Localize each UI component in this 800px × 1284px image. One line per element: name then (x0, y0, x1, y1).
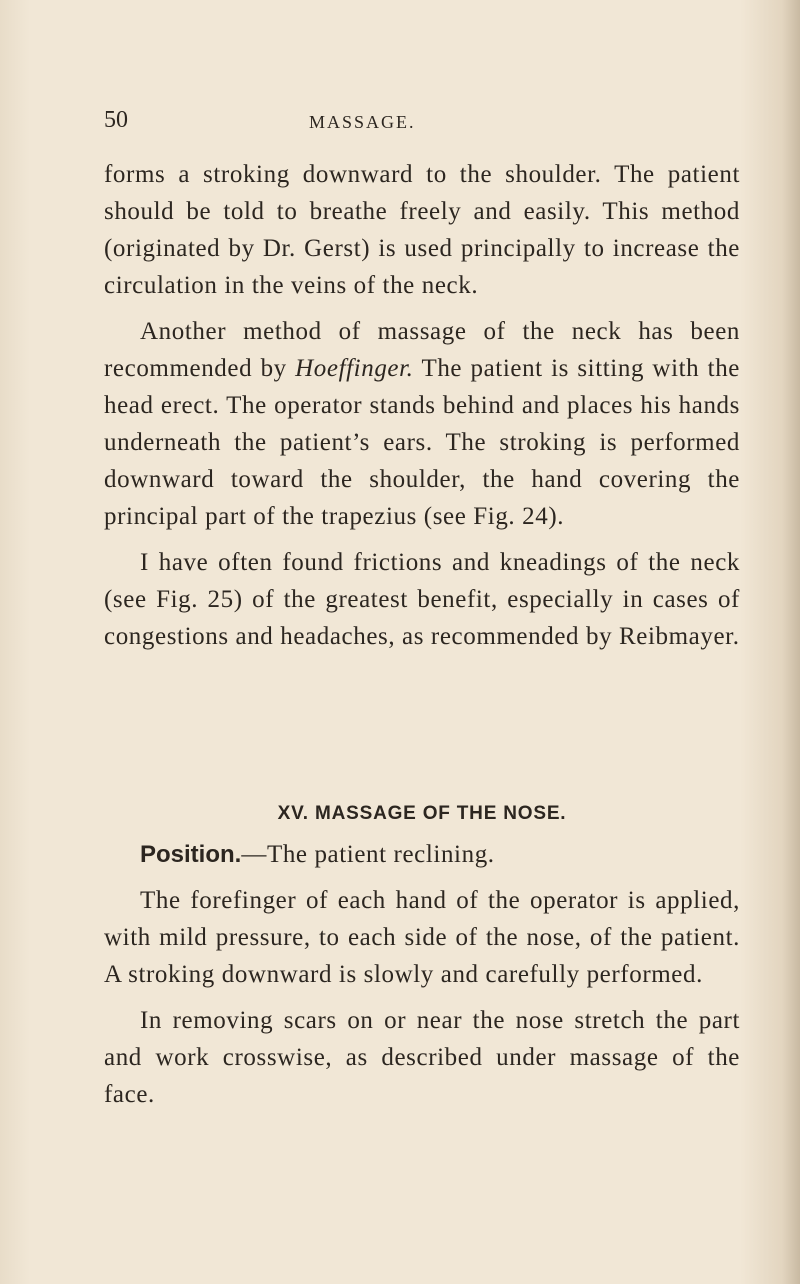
page-edge-shadow-right (740, 0, 800, 1284)
paragraph-3: I have often found frictions and kneadings of the neck (see Fig. 25) of the greatest benefit, especially in cases of congestions and headaches, as recommended by Reibmayer. (104, 549, 740, 650)
paragraph-2-text-before: Another method of massage of the neck has been recommended by (104, 318, 740, 382)
paragraph-2 (104, 313, 740, 535)
paragraph-position (104, 836, 740, 873)
body-text-bottom (104, 836, 740, 1122)
author-name-hoeffinger: Hoeffinger. (295, 355, 414, 382)
page-number: 50 (104, 107, 128, 133)
paragraph-6: In removing scars on or near the nose stretch the part and work crosswise, as described under massage of the face. (104, 1007, 740, 1108)
position-label: Position. (140, 841, 242, 868)
section-heading: XV. MASSAGE OF THE NOSE. (277, 803, 567, 824)
position-text: —The patient reclining. (241, 841, 495, 868)
paragraph-2-text-after: The patient is sitting with the head erect. The operator stands behind and places his hands underneath the patient’s ears. The stroking is performed downward toward the shoulder, the hand covering the principal part of the trapezius (see Fig. 24). (104, 355, 740, 530)
paragraph-1: forms a stroking downward to the shoulder. The patient should be told to breathe freely and easily. This method (originated by Dr. Gerst) is used principally to increase the circulation in the veins of the neck. (104, 161, 740, 299)
paragraph-5: The forefinger of each hand of the operator is applied, with mild pressure, to each side of the nose, of the patient. A stroking downward is slowly and carefully performed. (104, 887, 740, 988)
running-head (104, 104, 744, 144)
running-title: MASSAGE. (309, 112, 416, 132)
body-text-top (104, 156, 740, 664)
page-edge-shadow-left (0, 0, 30, 1284)
